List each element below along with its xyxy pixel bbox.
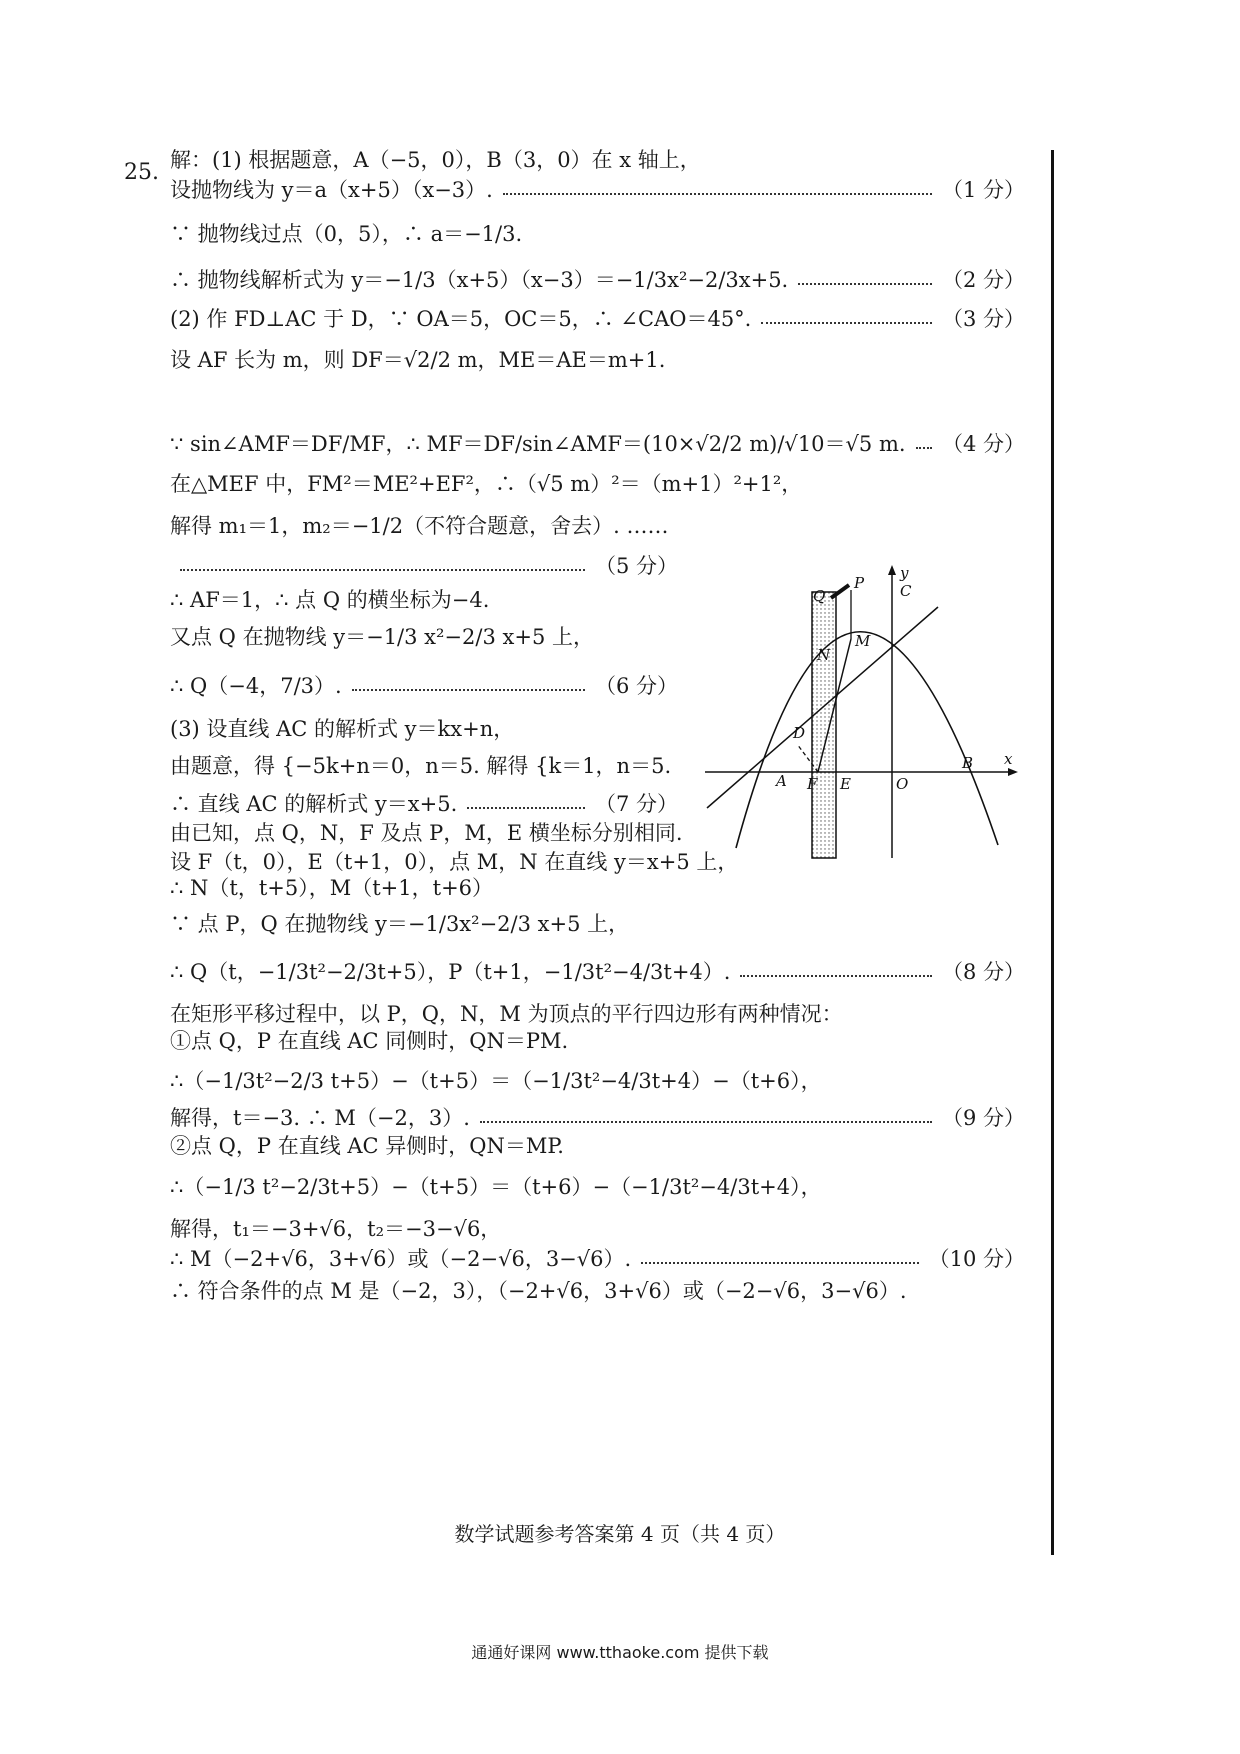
solution-line-text: 设 F（t，0），E（t+1，0），点 M，N 在直线 y＝x+5 上， — [170, 850, 739, 874]
x-axis-arrow — [1008, 768, 1018, 776]
y-axis-arrow — [888, 565, 896, 575]
score-mark: （4 分） — [941, 432, 1025, 456]
solution-line — [170, 1215, 501, 1243]
solution-line — [170, 1245, 1025, 1273]
solution-line — [170, 1277, 907, 1305]
shaded-rectangle — [812, 592, 836, 858]
solution-line — [170, 819, 683, 847]
solution-line — [170, 715, 514, 743]
label-p: P — [854, 574, 865, 592]
solution-line-text: (3) 设直线 AC 的解析式 y＝kx+n， — [170, 717, 515, 741]
solution-line — [170, 848, 738, 876]
score-mark: （3 分） — [941, 307, 1025, 331]
solution-line — [170, 266, 1025, 294]
solution-line-text: 由已知，点 Q，N，F 及点 P，M，E 横坐标分别相同. — [170, 821, 683, 845]
source-credit: 通通好课网 www.tthaoke.com 提供下载 — [471, 1643, 769, 1662]
solution-line — [170, 623, 594, 651]
score-mark: （2 分） — [941, 268, 1025, 292]
solution-line — [170, 146, 701, 174]
solution-line-text: ∴ Q（−4，7/3）. — [170, 674, 342, 698]
solution-line-text: ∴（−1/3 t²−2/3t+5）−（t+5）＝（t+6）−（−1/3t²−4/3t+4）， — [170, 1175, 822, 1199]
solution-line — [170, 958, 1025, 986]
solution-line-text: ∴（−1/3t²−2/3 t+5）−（t+5）＝（−1/3t²−4/3t+4）−（t+6）， — [170, 1069, 822, 1093]
solution-line-text: 由题意，得 {−5k+n＝0，n＝5. 解得 {k＝1，n＝5. — [170, 754, 672, 778]
solution-line-text: (2) 作 FD⊥AC 于 D，∵ OA＝5，OC＝5，∴ ∠CAO＝45°. — [170, 307, 752, 331]
solution-line — [170, 1027, 568, 1055]
solution-line — [170, 752, 671, 780]
dot-leader — [761, 322, 932, 324]
solution-line-text: ∵ sin∠AMF＝DF/MF，∴ MF＝DF/sin∠AMF＝(10×√2/2 m)/√10＝√5 m. — [170, 432, 906, 456]
label-a: A — [776, 772, 787, 790]
solution-line-text: ②点 Q，P 在直线 AC 异侧时，QN＝MP. — [170, 1134, 564, 1158]
dot-leader — [467, 807, 585, 809]
dot-leader — [180, 569, 585, 571]
solution-line — [170, 586, 489, 614]
solution-line — [170, 176, 1025, 204]
solution-line-text: 设抛物线为 y＝a（x+5）（x−3）. — [170, 178, 493, 202]
solution-line-text: 解得，t＝−3. ∴ M（−2，3）. — [170, 1106, 470, 1130]
solution-line — [170, 672, 678, 700]
score-mark: （1 分） — [941, 178, 1025, 202]
solution-line — [170, 910, 629, 938]
page-footer: 数学试题参考答案第 4 页（共 4 页） — [454, 1522, 786, 1546]
label-e: E — [840, 775, 851, 793]
dot-leader — [503, 193, 932, 195]
solution-line-text: 在△MEF 中，FM²＝ME²+EF²，∴（√5 m）²＝（m+1）²+1²， — [170, 472, 803, 496]
score-mark: （9 分） — [941, 1106, 1025, 1130]
solution-line-text: 解得，t₁＝−3+√6，t₂＝−3−√6， — [170, 1217, 502, 1241]
solution-line — [170, 305, 1025, 333]
score-mark: （8 分） — [941, 960, 1025, 984]
score-mark: （6 分） — [594, 674, 678, 698]
label-b: B — [962, 754, 974, 772]
solution-line — [170, 790, 678, 818]
solution-line — [170, 1000, 843, 1028]
solution-line-text: 解：(1) 根据题意，A（−5，0），B（3，0）在 x 轴上， — [170, 148, 701, 172]
dot-leader — [480, 1121, 932, 1123]
label-d: D — [793, 724, 806, 742]
parabola-figure — [700, 560, 1030, 905]
dot-leader — [641, 1262, 918, 1264]
solution-line-text: ∴ 直线 AC 的解析式 y＝x+5. — [170, 792, 458, 816]
solution-line-text: ∵ 抛物线过点（0，5），∴ a＝−1/3. — [170, 222, 523, 246]
solution-line-text: 设 AF 长为 m，则 DF＝√2/2 m，ME＝AE＝m+1. — [170, 348, 666, 372]
label-x: x — [1004, 750, 1013, 768]
solution-line — [170, 1067, 822, 1095]
solution-line — [170, 552, 678, 580]
dot-leader — [916, 447, 932, 449]
label-m: M — [855, 632, 871, 650]
solution-line — [170, 470, 802, 498]
solution-line — [170, 874, 493, 902]
solution-line — [170, 346, 665, 374]
solution-line-text: ∵ 点 P，Q 在抛物线 y＝−1/3x²−2/3 x+5 上， — [170, 912, 630, 936]
solution-line — [170, 1132, 564, 1160]
score-mark: （7 分） — [594, 792, 678, 816]
dot-leader — [798, 283, 932, 285]
label-y: y — [900, 564, 909, 582]
label-f: F — [807, 775, 818, 793]
parabola-curve — [736, 632, 998, 848]
solution-line-text: ∴ AF＝1，∴ 点 Q 的横坐标为−4. — [170, 588, 490, 612]
question-number: 25. — [124, 160, 159, 185]
margin-rule — [1051, 150, 1054, 1555]
label-c: C — [900, 582, 912, 600]
solution-line-text: ∴ 抛物线解析式为 y＝−1/3（x+5）（x−3）＝−1/3x²−2/3x+5. — [170, 268, 789, 292]
solution-line-text: 解得 m₁＝1，m₂＝−1/2（不符合题意，舍去）. …… — [170, 514, 669, 538]
solution-line-text: ∴ Q（t，−1/3t²−2/3t+5），P（t+1，−1/3t²−4/3t+4）. — [170, 960, 731, 984]
solution-line — [170, 1104, 1025, 1132]
score-mark: （5 分） — [594, 554, 678, 578]
solution-line-text: 又点 Q 在抛物线 y＝−1/3 x²−2/3 x+5 上， — [170, 625, 594, 649]
solution-line — [170, 512, 668, 540]
dot-leader — [352, 689, 585, 691]
solution-line-text: ∴ M（−2+√6，3+√6）或（−2−√6，3−√6）. — [170, 1247, 632, 1271]
solution-line-text: ∴ 符合条件的点 M 是（−2，3），（−2+√6，3+√6）或（−2−√6，3−√6）. — [170, 1279, 907, 1303]
solution-line-text: ∴ N（t，t+5），M（t+1，t+6） — [170, 876, 494, 900]
label-q: Q — [813, 587, 826, 605]
label-o: O — [896, 775, 909, 793]
solution-line — [170, 1173, 822, 1201]
label-n: N — [817, 646, 831, 664]
score-mark: （10 分） — [928, 1247, 1025, 1271]
solution-line — [170, 220, 522, 248]
solution-line — [170, 430, 1025, 458]
solution-line-text: ①点 Q，P 在直线 AC 同侧时，QN＝PM. — [170, 1029, 569, 1053]
dot-leader — [740, 975, 931, 977]
solution-line-text: 在矩形平移过程中，以 P，Q，N，M 为顶点的平行四边形有两种情况： — [170, 1002, 843, 1026]
